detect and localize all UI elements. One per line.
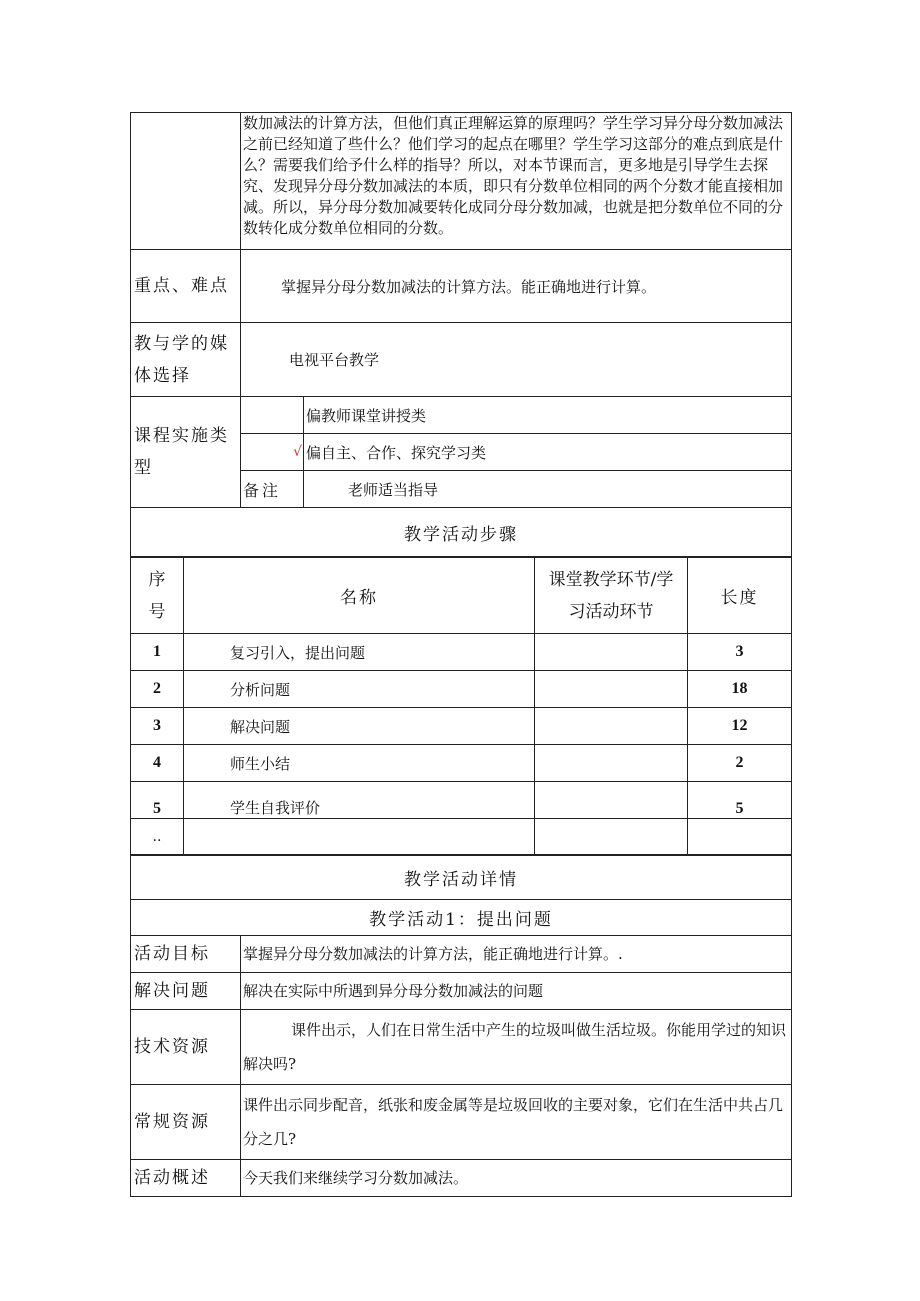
table-row	[131, 745, 792, 782]
remark-value: 老师适当指导	[304, 471, 792, 508]
goal-label: 活动目标	[131, 936, 241, 973]
header-name: 名称	[184, 558, 535, 634]
step-length: 18	[688, 671, 792, 708]
step-seq: 2	[131, 671, 184, 708]
media-label: 教与学的媒体选择	[131, 323, 241, 397]
step-seq: 3	[131, 708, 184, 745]
tech-value: 课件出示，人们在日常生活中产生的垃圾叫做生活垃圾。你能用学过的知识解决吗?	[241, 1010, 792, 1085]
problem-label: 解决问题	[131, 973, 241, 1010]
table-row	[131, 708, 792, 745]
activity-title: 教学活动1：提出问题	[131, 900, 792, 936]
step-link	[535, 819, 688, 855]
lesson-plan-page	[130, 112, 791, 1197]
table-row	[131, 782, 792, 819]
step-link	[535, 671, 688, 708]
header-length: 长度	[688, 558, 792, 634]
regular-label: 常规资源	[131, 1085, 241, 1160]
table-row	[131, 819, 792, 855]
tech-label: 技术资源	[131, 1010, 241, 1085]
details-table	[130, 855, 792, 1197]
media-value: 电视平台教学	[241, 323, 792, 397]
step-name: 解决问题	[184, 708, 535, 745]
step-name	[184, 819, 535, 855]
header-seq: 序号	[131, 558, 184, 634]
step-link	[535, 708, 688, 745]
table-row	[131, 671, 792, 708]
step-length	[688, 819, 792, 855]
step-length: 2	[688, 745, 792, 782]
check-mark-icon: √	[241, 434, 304, 471]
step-link	[535, 745, 688, 782]
lesson-info-table	[130, 112, 792, 557]
steps-table	[130, 557, 792, 855]
key-points-value: 掌握异分母分数加减法的计算方法。能正确地进行计算。	[241, 250, 792, 323]
step-length: 3	[688, 634, 792, 671]
problem-value: 解决在实际中所遇到异分母分数加减法的问题	[241, 973, 792, 1010]
key-points-label: 重点、难点	[131, 250, 241, 323]
step-name: 师生小结	[184, 745, 535, 782]
step-link	[535, 782, 688, 819]
course-type-label: 课程实施类型	[131, 397, 241, 508]
intro-label-cell	[131, 113, 241, 250]
step-seq: 1	[131, 634, 184, 671]
details-section-title: 教学活动详情	[131, 856, 792, 900]
step-link	[535, 634, 688, 671]
step-seq: 5	[131, 782, 184, 819]
overview-value: 今天我们来继续学习分数加减法。	[241, 1160, 792, 1197]
course-type-option-2: 偏自主、合作、探究学习类	[304, 434, 792, 471]
steps-section-title: 教学活动步骤	[131, 508, 792, 557]
step-name: 学生自我评价	[184, 782, 535, 819]
step-length: 5	[688, 782, 792, 819]
overview-label: 活动概述	[131, 1160, 241, 1197]
step-seq: 4	[131, 745, 184, 782]
table-row	[131, 634, 792, 671]
remark-label: 备注	[241, 471, 304, 508]
header-link: 课堂教学环节/学习活动环节	[535, 558, 688, 634]
step-seq: ..	[131, 819, 184, 855]
step-length: 12	[688, 708, 792, 745]
course-type-option-1: 偏教师课堂讲授类	[304, 397, 792, 434]
step-name: 分析问题	[184, 671, 535, 708]
course-type-check-empty	[241, 397, 304, 434]
goal-value: 掌握异分母分数加减法的计算方法，能正确地进行计算。.	[241, 936, 792, 973]
regular-value: 课件出示同步配音，纸张和废金属等是垃圾回收的主要对象，它们在生活中共占几分之几?	[241, 1085, 792, 1160]
intro-text: 数加减法的计算方法，但他们真正理解运算的原理吗？学生学习异分母分数加减法之前已经知道了些什么？他们学习的起点在哪里？学生学习这部分的难点到底是什么？需要我们给予什么样的指导？所以，对本节课而言，更多地是引导学生去探究、发现异分母分数加减法的本质，即只有分数单位相同的两个分数才能直接相加减。所以，异分母分数加减要转化成同分母分数加减，也就是把分数单位不同的分数转化成分数单位相同的分数。	[241, 113, 792, 250]
step-name: 复习引入，提出问题	[184, 634, 535, 671]
